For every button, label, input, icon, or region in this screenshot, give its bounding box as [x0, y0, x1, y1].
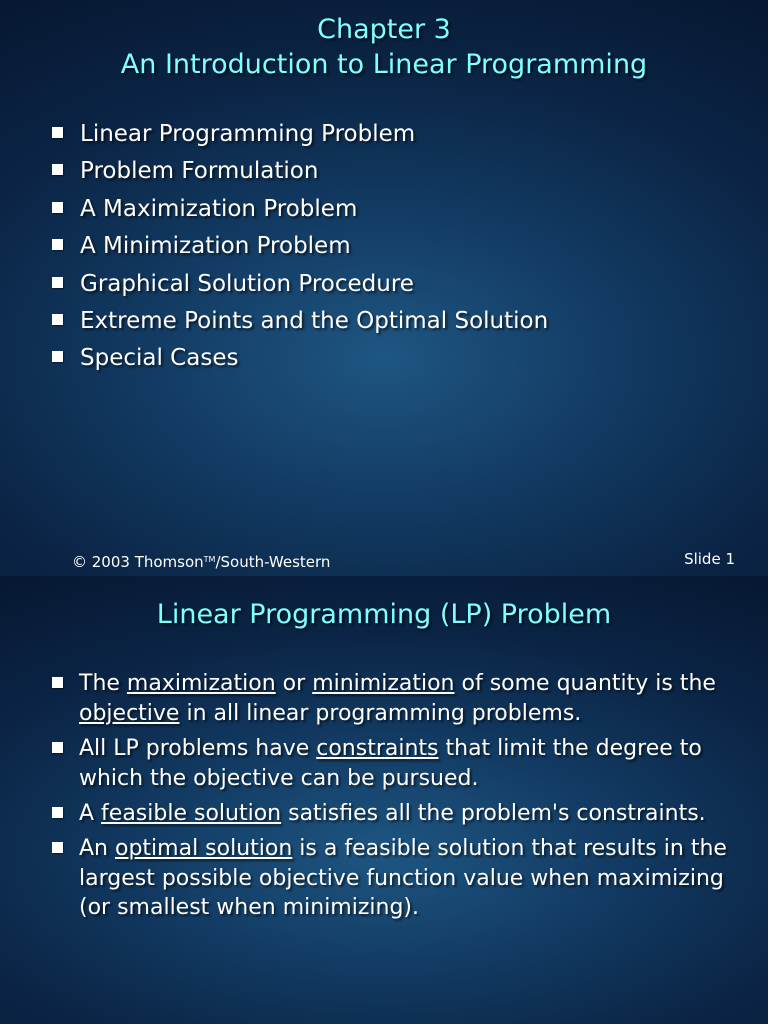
bullet-square-icon: [52, 164, 63, 175]
bullet-square-icon: [52, 202, 63, 213]
list-item: Linear Programming Problem: [52, 116, 742, 153]
copyright-notice: © 2003 Thomson™/South-Western: [72, 553, 331, 571]
slide-2-title: Linear Programming (LP) Problem: [156, 599, 612, 630]
chapter-title: An Introduction to Linear Programming: [120, 49, 648, 80]
term-objective: objective: [79, 700, 180, 726]
list-item: A Minimization Problem: [52, 228, 742, 265]
term-optimal-solution: optimal solution: [115, 836, 293, 862]
list-item: The maximization or minimization of some quantity is the objective in all linear programming problems.: [52, 669, 742, 728]
definition-list: [52, 669, 742, 929]
list-item: Extreme Points and the Optimal Solution: [52, 303, 742, 340]
bullet-square-icon: [52, 677, 63, 688]
slide-number: Slide 1: [684, 550, 735, 568]
bullet-square-icon: [52, 127, 63, 138]
term-minimization: minimization: [312, 671, 455, 696]
list-item: An optimal solution is a feasible solution that results in the largest possible objective function value when maximizing (or smallest when minimizing).: [52, 834, 742, 923]
bullet-square-icon: [52, 239, 63, 250]
list-item: All LP problems have constraints that limit the degree to which the objective can be pursued.: [52, 734, 742, 793]
term-maximization: maximization: [126, 671, 276, 696]
term-constraints: constraints: [316, 735, 439, 761]
bullet-square-icon: [52, 742, 63, 753]
trademark-mark: TM: [203, 555, 216, 564]
bullet-square-icon: [52, 314, 63, 325]
chapter-heading: Chapter 3: [317, 14, 451, 45]
list-item: Special Cases: [52, 340, 742, 377]
term-feasible-solution: feasible solution: [101, 800, 282, 826]
list-item: Problem Formulation: [52, 153, 742, 190]
bullet-square-icon: [52, 842, 63, 853]
bullet-square-icon: [52, 351, 63, 362]
slide-1-title: [0, 12, 768, 82]
list-item: A Maximization Problem: [52, 191, 742, 228]
topic-list: [52, 116, 742, 378]
list-item: Graphical Solution Procedure: [52, 266, 742, 303]
list-item: A feasible solution satisfies all the problem's constraints.: [52, 799, 742, 829]
slide-2: [0, 576, 768, 1024]
bullet-square-icon: [52, 277, 63, 288]
bullet-square-icon: [52, 807, 63, 818]
